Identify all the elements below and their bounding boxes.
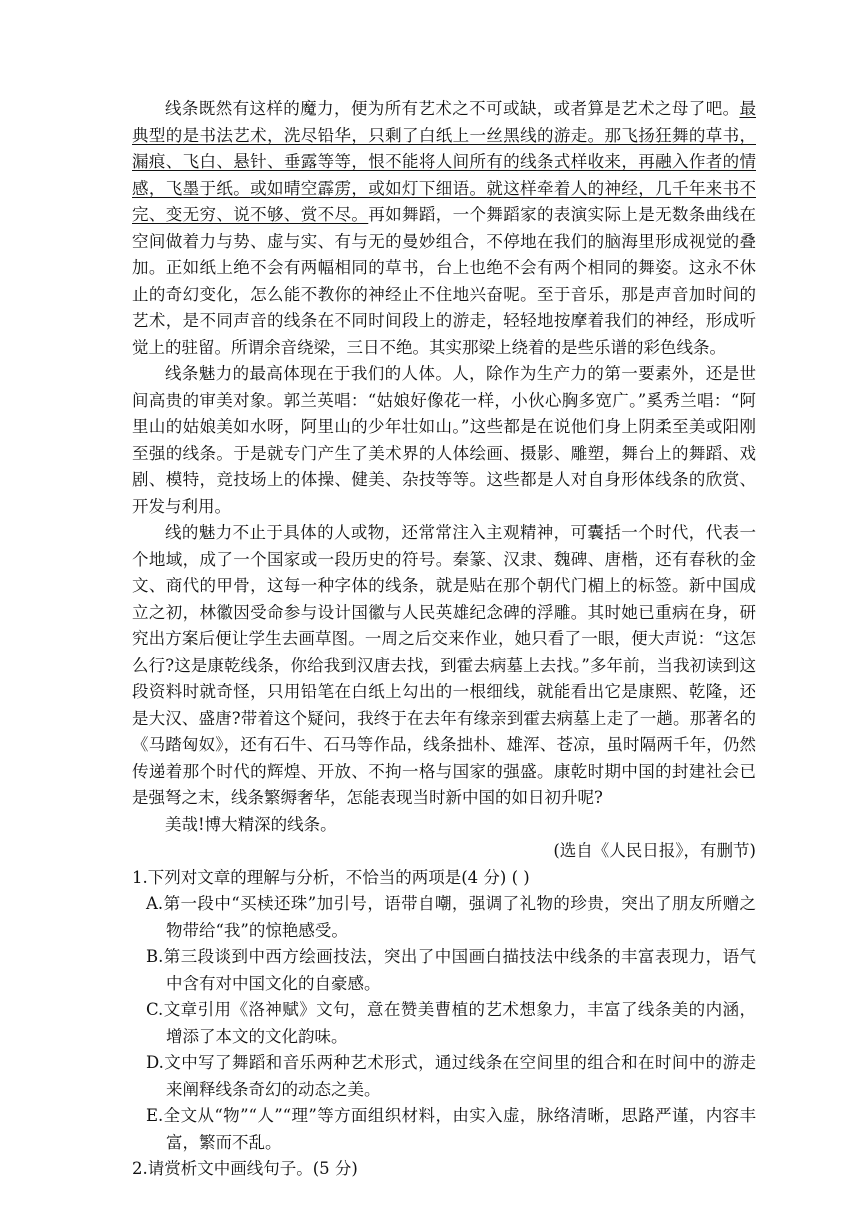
- question-1-options: [132, 891, 756, 1156]
- option-c: C.文章引用《洛神赋》文句，意在赞美曹植的艺术想象力，丰富了线条美的内涵，增添了本文的文化韵味。: [146, 1000, 756, 1046]
- option-e: E.全文从“物”“人”“理”等方面组织材料，由实入虚，脉络清晰，思路严谨，内容丰富，繁而不乱。: [146, 1106, 756, 1152]
- paragraph-3: 线的魅力不止于具体的人或物，还常常注入主观精神，可囊括一个时代，代表一个地域，成了一个国家或一段历史的符号。秦篆、汉隶、魏碑、唐楷，还有春秋的金文、商代的甲骨，这每一种字体的线条，就是贴在那个朝代门楣上的标签。新中国成立之初，林徽因受命参与设计国徽与人民英雄纪念碑的浮雕。其时她已重病在身，研究出方案后便让学生去画草图。一周之后交来作业，她只看了一眼，便大声说：“这怎么行?这是康乾线条，你给我到汉唐去找，到霍去病墓上去找。”多年前，当我初读到这段资料时就奇怪，只用铅笔在白纸上勾出的一根细线，就能看出它是康熙、乾隆，还是大汉、盛唐?带着这个疑问，我终于在去年有缘亲到霍去病墓上走了一趟。那著名的《马踏匈奴》，还有石牛、石马等作品，线条拙朴、雄浑、苍凉，虽时隔两千年，仍然传递着那个时代的辉煌、开放、不拘一格与国家的强盛。康乾时期中国的封建社会已是强弩之末，线条繁缛奢华，怎能表现当时新中国的如日初升呢?: [132, 523, 756, 807]
- sentence: 线条既然有这样的魔力，便为所有艺术之不可或缺，或者算是艺术之母了吧。: [165, 99, 740, 118]
- option-b: B.第三段谈到中西方绘画技法，突出了中国画白描技法中线条的丰富表现力，语气中含有对中国文化的自豪感。: [146, 947, 756, 993]
- question-2-stem: 2.请赏析文中画线句子。(5 分): [132, 1159, 358, 1178]
- sentence: 再如舞蹈，一个舞蹈家的表演实际上是无数条曲线在空间做着力与势、虚与实、有与无的曼妙组合，不停地在我们的脑海里形成视觉的叠加。正如纸上绝不会有两幅相同的草书，台上也绝不会有两个相同的舞姿。这永不休止的奇幻变化，怎么能不教你的神经止不住地兴奋呢。至于音乐，那是声音加时间的艺术，是不同声音的线条在不同时间段上的游走，轻轻地按摩着我们的神经，形成听觉上的驻留。所谓余音绕梁，三日不绝。其实那梁上绕着的是些乐谱的彩色线条。: [132, 205, 756, 357]
- underlined-sentence: 或如晴空霹雳，或如灯下细语。: [250, 178, 487, 198]
- paragraph-4: 美哉!博大精深的线条。: [165, 814, 337, 834]
- option-d: D.文中写了舞蹈和音乐两种艺术形式，通过线条在空间里的组合和在时间中的游走来阐释线条奇幻的动态之美。: [146, 1053, 756, 1099]
- paragraph-2: 线条魅力的最高体现在于我们的人体。人，除作为生产力的第一要素外，还是世间高贵的审美对象。郭兰英唱：“姑娘好像花一样，小伙心胸多宽广。”奚秀兰唱：“阿里山的姑娘美如水呀，阿里山的少年壮如山。”这些都是在说他们身上阴柔至美或阳刚至强的线条。于是就专门产生了美术界的人体绘画、摄影、雕塑，舞台上的舞蹈、戏剧、模特，竞技场上的体操、健美、杂技等等。这些都是人对自身形体线条的欣赏、开发与利用。: [132, 364, 756, 516]
- underlined-sentence: 就这样牵着人的神经，几千年来书不完、变无穷、说不够、赏不尽。: [132, 178, 756, 224]
- source-note: (选自《人民日报》，有删节): [553, 841, 756, 860]
- underlined-sentence: 那飞扬狂舞的草书，漏痕、飞白、悬针、垂露等等，恨不能将人间所有的线条式样收来，再融入作者的情感，飞墨于纸。: [132, 125, 756, 198]
- option-a: A.第一段中“买椟还珠”加引号，语带自嘲，强调了礼物的珍贵，突出了朋友所赠之物带给“我”的惊艳感受。: [146, 894, 756, 940]
- underlined-sentence: 最典型的是书法艺术，洗尽铅华，只剩了白纸上一丝黑线的游走。: [132, 99, 756, 145]
- paragraph-1: [132, 96, 756, 361]
- document-page: [132, 96, 756, 1183]
- question-1-stem: 1.下列对文章的理解与分析，不恰当的两项是(4 分) ( ): [132, 867, 530, 887]
